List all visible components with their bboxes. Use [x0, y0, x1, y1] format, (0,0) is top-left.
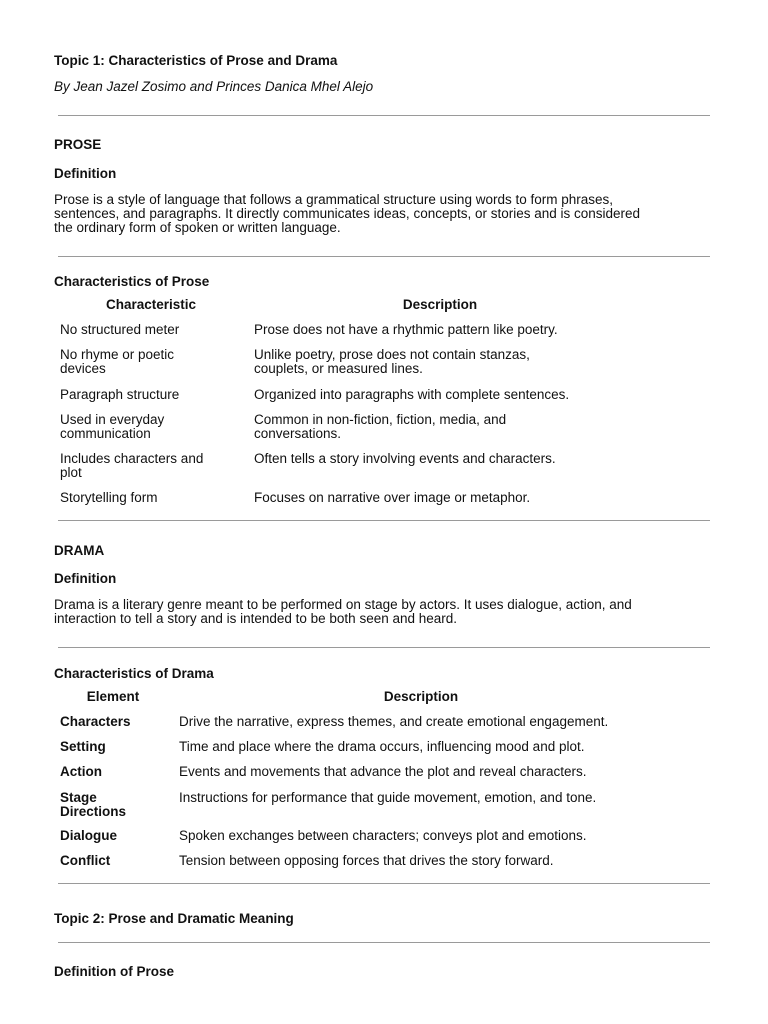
drama-definition-line: interaction to tell a story and is intended to be both seen and heard. — [54, 611, 458, 626]
cell-line: Stage — [60, 790, 97, 805]
table-cell-description — [179, 715, 608, 729]
table-cell-description — [179, 791, 596, 805]
cell-line: Time and place where the drama occurs, influencing mood and plot. — [179, 739, 585, 754]
column-header-element: Element — [86, 689, 140, 704]
table-cell-description — [179, 740, 584, 754]
table-cell-characteristic — [60, 348, 174, 376]
column-header-description: Description — [402, 297, 478, 312]
prose-definition-label: Definition — [54, 166, 117, 181]
cell-line: Paragraph structure — [60, 387, 180, 402]
drama-definition-line: Drama is a literary genre meant to be performed on stage by actors. It uses dialogue, action, and — [54, 597, 632, 612]
cell-line: Conflict — [60, 853, 111, 868]
cell-line: No rhyme or poetic — [60, 347, 175, 362]
cell-line: Focuses on narrative over image or metaphor. — [254, 490, 531, 505]
cell-line: Setting — [60, 739, 106, 754]
prose-definition — [54, 193, 640, 235]
table-cell-description — [254, 491, 530, 505]
table-cell-element — [60, 740, 106, 754]
cell-line: conversations. — [254, 426, 342, 441]
divider — [58, 883, 710, 884]
table-cell-characteristic — [60, 388, 179, 402]
cell-line: Action — [60, 764, 102, 779]
cell-line: Organized into paragraphs with complete sentences. — [254, 387, 570, 402]
table-cell-characteristic — [60, 323, 179, 337]
table-cell-element — [60, 829, 117, 843]
cell-line: Often tells a story involving events and characters. — [254, 451, 556, 466]
cell-line: Common in non-fiction, fiction, media, and — [254, 412, 507, 427]
cell-line: Drive the narrative, express themes, and create emotional engagement. — [179, 714, 609, 729]
drama-definition — [54, 598, 632, 626]
cell-line: Storytelling form — [60, 490, 158, 505]
drama-definition-label: Definition — [54, 571, 117, 586]
table-cell-characteristic — [60, 413, 164, 441]
cell-line: Tension between opposing forces that drives the story forward. — [179, 853, 554, 868]
cell-line: Characters — [60, 714, 131, 729]
table-cell-description — [179, 854, 553, 868]
drama-heading: DRAMA — [54, 543, 105, 558]
table-cell-description — [254, 388, 569, 402]
drama-table-title: Characteristics of Drama — [54, 666, 214, 681]
cell-line: Used in everyday — [60, 412, 165, 427]
table-cell-element — [60, 791, 126, 819]
cell-line: Spoken exchanges between characters; conveys plot and emotions. — [179, 828, 587, 843]
cell-line: Includes characters and — [60, 451, 204, 466]
table-cell-characteristic — [60, 452, 203, 480]
table-cell-element — [60, 765, 102, 779]
prose-definition-line: Prose is a style of language that follows a grammatical structure using words to form phrases, — [54, 192, 614, 207]
table-cell-description — [254, 348, 530, 376]
divider — [58, 647, 710, 648]
cell-line: plot — [60, 465, 82, 480]
cell-line: couplets, or measured lines. — [254, 361, 423, 376]
cell-line: Directions — [60, 804, 127, 819]
table-cell-characteristic — [60, 491, 158, 505]
divider — [58, 520, 710, 521]
cell-line: Instructions for performance that guide movement, emotion, and tone. — [179, 790, 597, 805]
prose-heading: PROSE — [54, 137, 102, 152]
table-cell-description — [254, 323, 558, 337]
column-header-description: Description — [383, 689, 459, 704]
table-cell-element — [60, 715, 131, 729]
prose-definition-line: sentences, and paragraphs. It directly communicates ideas, concepts, or stories and is considered — [54, 206, 641, 221]
table-cell-element — [60, 854, 110, 868]
divider — [58, 256, 710, 257]
cell-line: devices — [60, 361, 106, 376]
topic1-title: Topic 1: Characteristics of Prose and Drama — [54, 53, 338, 68]
table-cell-description — [179, 765, 587, 779]
prose-definition-line: the ordinary form of spoken or written language. — [54, 220, 341, 235]
divider — [58, 942, 710, 943]
table-cell-description — [254, 413, 506, 441]
table-cell-description — [254, 452, 556, 466]
cell-line: Dialogue — [60, 828, 118, 843]
topic2-title: Topic 2: Prose and Dramatic Meaning — [54, 911, 294, 926]
cell-line: No structured meter — [60, 322, 180, 337]
prose-table-title: Characteristics of Prose — [54, 274, 210, 289]
prose-definition-heading: Definition of Prose — [54, 964, 175, 979]
authors-line: By Jean Jazel Zosimo and Princes Danica Mhel Alejo — [54, 79, 374, 94]
cell-line: Prose does not have a rhythmic pattern like poetry. — [254, 322, 558, 337]
cell-line: Events and movements that advance the plot and reveal characters. — [179, 764, 587, 779]
table-cell-description — [179, 829, 587, 843]
divider — [58, 115, 710, 116]
cell-line: communication — [60, 426, 151, 441]
column-header-characteristic: Characteristic — [105, 297, 197, 312]
cell-line: Unlike poetry, prose does not contain stanzas, — [254, 347, 530, 362]
